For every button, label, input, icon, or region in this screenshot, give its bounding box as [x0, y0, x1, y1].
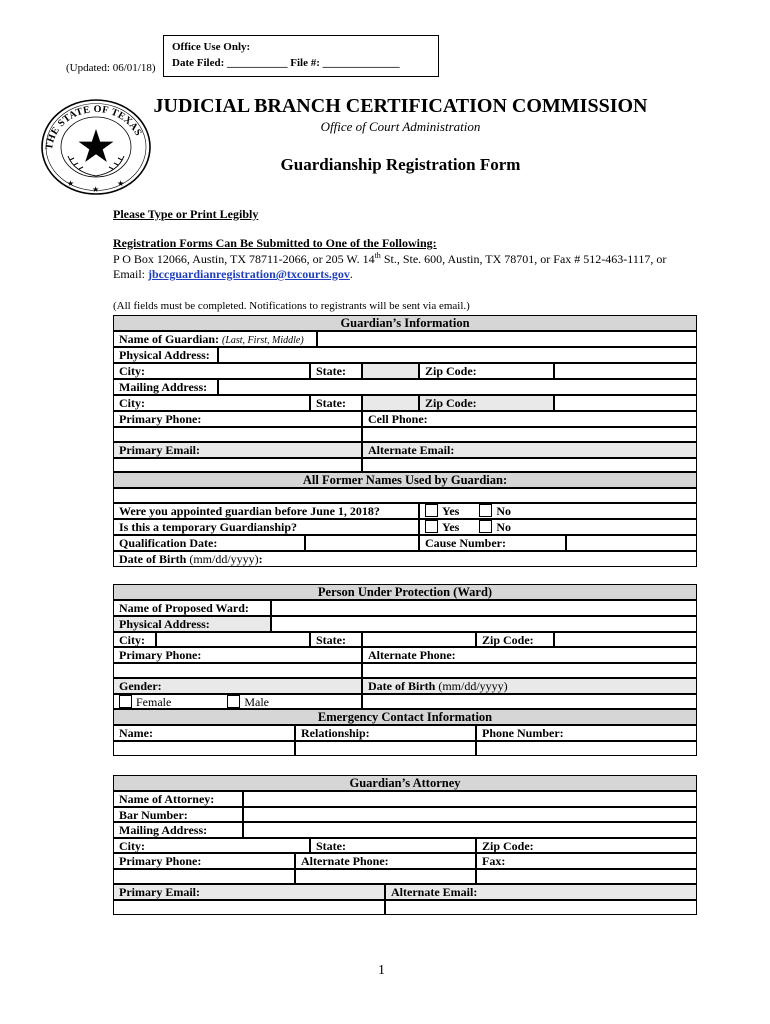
guardian-state-field[interactable] — [362, 363, 419, 379]
guardian-cell-phone-label: Cell Phone: — [362, 411, 697, 427]
ward-alternate-phone-field[interactable] — [362, 663, 697, 678]
attorney-primary-email-field[interactable] — [113, 900, 385, 915]
svg-text:★: ★ — [92, 185, 100, 194]
ward-zip-label: Zip Code: — [476, 632, 554, 647]
attorney-fax-label: Fax: — [476, 853, 697, 869]
attorney-zip-label: Zip Code: — [476, 838, 697, 853]
attorney-bar-number-field[interactable] — [243, 807, 697, 822]
fields-note: (All fields must be completed. Notifications to registrants will be sent via email.) — [113, 300, 470, 312]
appointed-yes-checkbox[interactable] — [425, 504, 438, 517]
guardian-dob-label: Date of Birth (mm/dd/yyyy): — [113, 551, 697, 567]
guardian-physical-address-label: Physical Address: — [113, 347, 218, 363]
guardian-cell-phone-field[interactable] — [362, 427, 697, 442]
ward-primary-phone-label: Primary Phone: — [113, 647, 362, 663]
guardian-physical-address-field[interactable] — [218, 347, 697, 363]
office-use-box — [163, 35, 439, 77]
type-print-instruction: Please Type or Print Legibly — [113, 207, 259, 221]
attorney-bar-number-label: Bar Number: — [113, 807, 243, 822]
page-title: JUDICIAL BRANCH CERTIFICATION COMMISSION — [153, 95, 648, 117]
ward-dob-label: Date of Birth (mm/dd/yyyy) — [362, 678, 697, 694]
ward-city-field[interactable] — [156, 632, 310, 647]
emergency-section-header: Emergency Contact Information — [113, 709, 697, 725]
ward-gender-label: Gender: — [113, 678, 362, 694]
guardian-name-label: Name of Guardian: (Last, First, Middle) — [113, 331, 317, 347]
guardian-alternate-email-field[interactable] — [362, 458, 697, 472]
ward-primary-phone-field[interactable] — [113, 663, 362, 678]
temporary-options: Yes No — [419, 519, 697, 535]
ward-name-label: Name of Proposed Ward: — [113, 600, 271, 616]
emergency-relationship-label: Relationship: — [295, 725, 476, 741]
guardian-mailing-state-field[interactable] — [362, 395, 419, 411]
guardian-state-label: State: — [310, 363, 362, 379]
email-line: Email: jbccguardianregistration@txcourts.gov. — [113, 267, 353, 281]
guardian-primary-phone-field[interactable] — [113, 427, 362, 442]
female-checkbox[interactable] — [119, 695, 132, 708]
appointed-options: Yes No — [419, 503, 697, 519]
guardian-name-field[interactable] — [317, 331, 697, 347]
ward-dob-field[interactable] — [362, 694, 697, 709]
guardian-primary-phone-label: Primary Phone: — [113, 411, 362, 427]
submit-heading: Registration Forms Can Be Submitted to One of the Following: — [113, 236, 437, 250]
ward-alternate-phone-label: Alternate Phone: — [362, 647, 697, 663]
form-title: Guardianship Registration Form — [280, 155, 521, 174]
guardian-mailing-city-label: City: — [113, 395, 310, 411]
guardian-zip-label: Zip Code: — [419, 363, 554, 379]
guardian-section-header: Guardian’s Information — [113, 315, 697, 331]
attorney-section-header: Guardian’s Attorney — [113, 775, 697, 791]
attorney-primary-email-label: Primary Email: — [113, 884, 385, 900]
ward-name-field[interactable] — [271, 600, 697, 616]
ward-physical-address-field[interactable] — [271, 616, 697, 632]
guardian-city-label: City: — [113, 363, 310, 379]
svg-text:★: ★ — [117, 179, 125, 188]
ward-city-label: City: — [113, 632, 156, 647]
attorney-alternate-email-field[interactable] — [385, 900, 697, 915]
attorney-name-label: Name of Attorney: — [113, 791, 243, 807]
guardian-mailing-address-label: Mailing Address: — [113, 379, 218, 395]
guardian-mailing-zip-field[interactable] — [554, 395, 697, 411]
ward-section-header: Person Under Protection (Ward) — [113, 584, 697, 600]
cause-number-label: Cause Number: — [419, 535, 566, 551]
attorney-alternate-phone-field[interactable] — [295, 869, 476, 884]
guardian-alternate-email-label: Alternate Email: — [362, 442, 697, 458]
attorney-mailing-address-label: Mailing Address: — [113, 822, 243, 838]
attorney-fax-field[interactable] — [476, 869, 697, 884]
ward-physical-address-label: Physical Address: — [113, 616, 271, 632]
emergency-name-field[interactable] — [113, 741, 295, 756]
former-names-header: All Former Names Used by Guardian: — [113, 472, 697, 488]
qualification-date-field[interactable] — [305, 535, 419, 551]
attorney-primary-phone-label: Primary Phone: — [113, 853, 295, 869]
temporary-question: Is this a temporary Guardianship? — [113, 519, 419, 535]
guardian-zip-field[interactable] — [554, 363, 697, 379]
attorney-name-field[interactable] — [243, 791, 697, 807]
page-number: 1 — [378, 963, 385, 978]
address-line: P O Box 12066, Austin, TX 78711-2066, or 205 W. 14th St., Ste. 600, Austin, TX 78701, or Fax # 512-463-1117, or — [113, 251, 667, 266]
attorney-primary-phone-field[interactable] — [113, 869, 295, 884]
attorney-alternate-phone-label: Alternate Phone: — [295, 853, 476, 869]
temporary-yes-checkbox[interactable] — [425, 520, 438, 533]
date-file-line: Date Filed: ___________ File #: ______________ — [172, 57, 400, 69]
email-link[interactable]: jbccguardianregistration@txcourts.gov — [148, 267, 350, 281]
emergency-phone-field[interactable] — [476, 741, 697, 756]
appointed-question: Were you appointed guardian before June 1, 2018? — [113, 503, 419, 519]
guardian-mailing-address-field[interactable] — [218, 379, 697, 395]
temporary-no-checkbox[interactable] — [479, 520, 492, 533]
attorney-mailing-address-field[interactable] — [243, 822, 697, 838]
guardian-mailing-state-label: State: — [310, 395, 362, 411]
former-names-field[interactable] — [113, 488, 697, 503]
guardian-mailing-zip-label: Zip Code: — [419, 395, 554, 411]
ward-state-label: State: — [310, 632, 362, 647]
ward-state-field[interactable] — [362, 632, 476, 647]
svg-text:★: ★ — [67, 179, 75, 188]
attorney-alternate-email-label: Alternate Email: — [385, 884, 697, 900]
ward-gender-options: Female Male — [113, 694, 362, 709]
attorney-state-label: State: — [310, 838, 476, 853]
ward-zip-field[interactable] — [554, 632, 697, 647]
emergency-relationship-field[interactable] — [295, 741, 476, 756]
page-subtitle: Office of Court Administration — [320, 119, 481, 134]
attorney-city-label: City: — [113, 838, 310, 853]
guardian-primary-email-field[interactable] — [113, 458, 362, 472]
cause-number-field[interactable] — [566, 535, 697, 551]
seal-text: THE STATE OF TEXAS — [43, 103, 144, 151]
guardian-primary-email-label: Primary Email: — [113, 442, 362, 458]
emergency-phone-label: Phone Number: — [476, 725, 697, 741]
emergency-name-label: Name: — [113, 725, 295, 741]
male-checkbox[interactable] — [227, 695, 240, 708]
office-use-label: Office Use Only: — [172, 41, 251, 53]
appointed-no-checkbox[interactable] — [479, 504, 492, 517]
updated-date: (Updated: 06/01/18) — [66, 62, 156, 74]
qualification-date-label: Qualification Date: — [113, 535, 305, 551]
